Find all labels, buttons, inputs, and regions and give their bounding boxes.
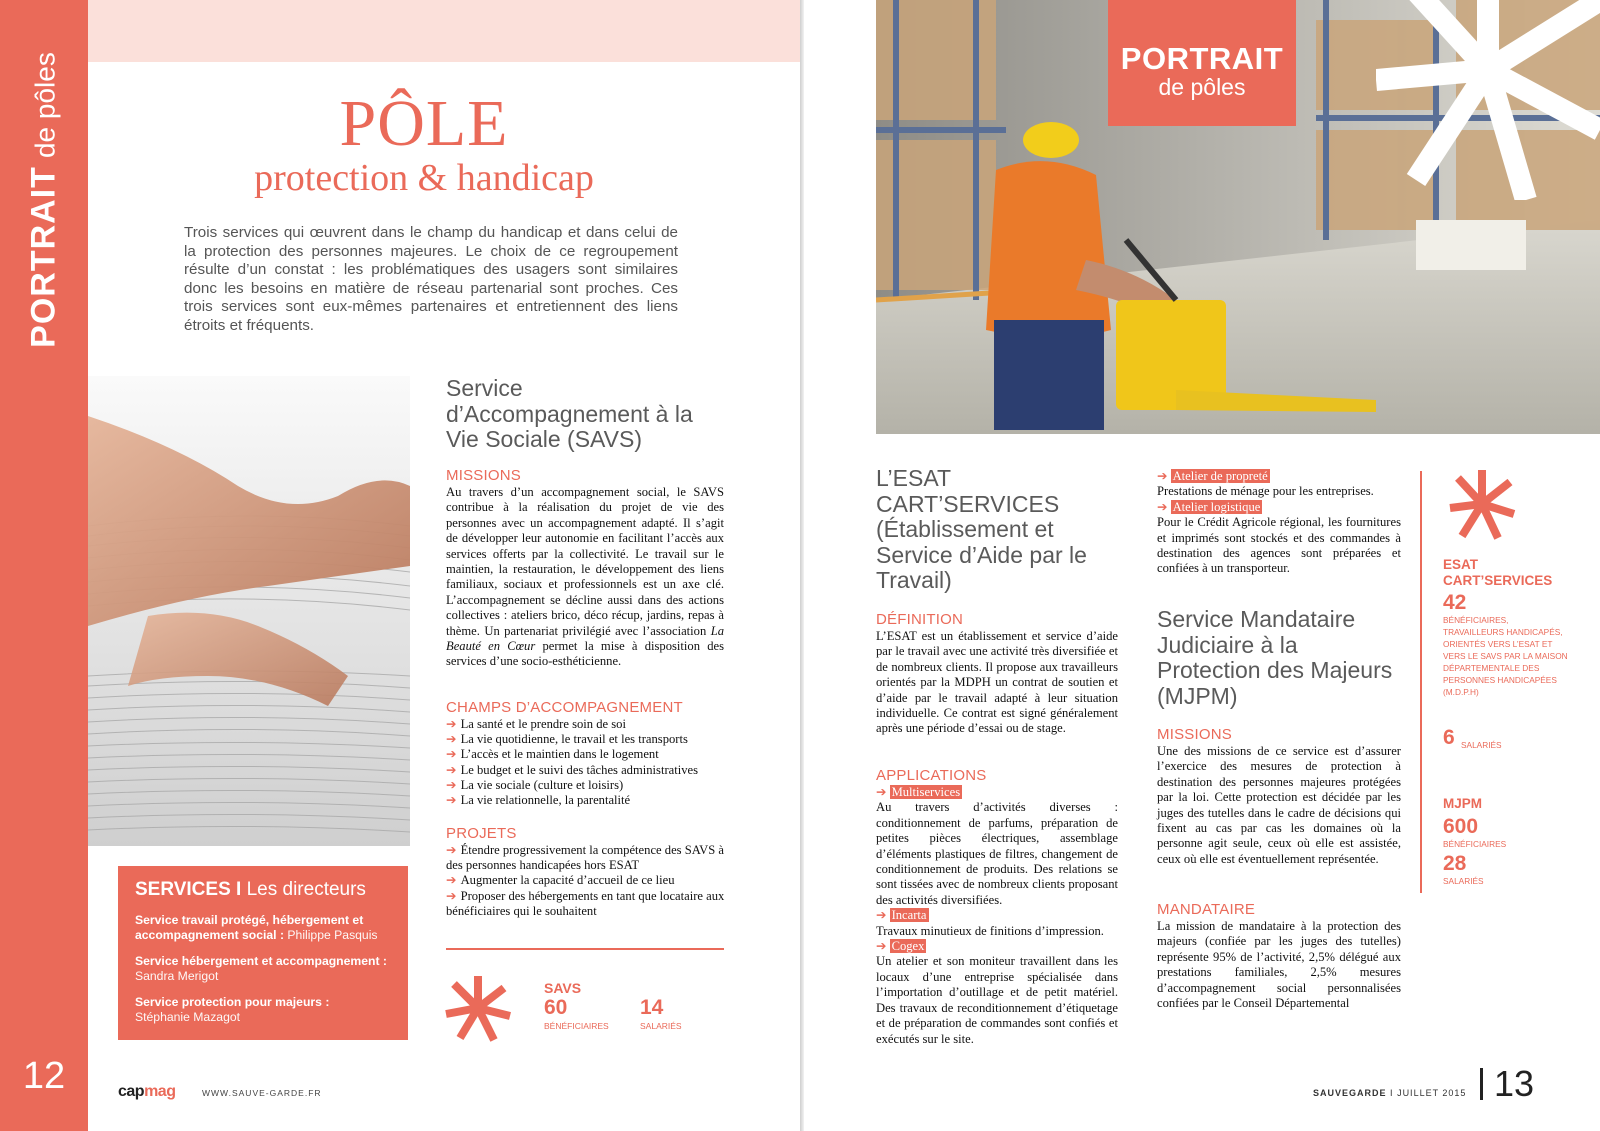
vertical-section-label xyxy=(0,0,88,348)
savs-missions-heading: MISSIONS xyxy=(446,467,521,484)
mjpm-stat-label: MJPM xyxy=(1443,796,1483,811)
esat-salaries-label: SALARIÉS xyxy=(1461,740,1502,750)
footer-separator: I xyxy=(1390,1088,1394,1098)
arrow-right-icon: ➔ xyxy=(446,732,457,747)
savs-missions-text xyxy=(446,485,724,670)
arrow-right-icon: ➔ xyxy=(876,908,887,923)
list-item-text: L’accès et le maintien dans le logement xyxy=(460,747,659,762)
vertical-de-poles-text: de pôles xyxy=(29,52,61,159)
list-item xyxy=(446,778,736,793)
director-item xyxy=(135,913,391,943)
savs-stat-label: SAVS xyxy=(544,980,582,996)
application-tag-line xyxy=(876,908,1118,923)
arrow-right-icon: ➔ xyxy=(1157,499,1168,514)
banner-line1: PORTRAIT xyxy=(1120,41,1284,76)
application-tag-line xyxy=(1157,500,1401,515)
savs-salaries-label: SALARIÉS xyxy=(640,1021,682,1031)
esat-beneficiaires-label: BÉNÉFICIAIRES, TRAVAILLEURS HANDICAPÉS, ORIENTÉS VERS L’ESAT ET VERS LE SAVS PAR LA MAISON DÉPARTEMENTALE DES PERSONNES HANDICAPÉES (M.D.P.H) xyxy=(1443,615,1568,697)
list-item xyxy=(446,732,736,747)
application-text: Pour le Crédit Agricole régional, les fournitures et imprimés sont stockés et des commandes à destination des agences sont préparées et confiées à un transporteur. xyxy=(1157,515,1401,576)
director-name: Stéphanie Mazagot xyxy=(135,1010,241,1024)
esat-stat-label: ESAT CART’SERVICES xyxy=(1443,557,1553,588)
arrow-right-icon: ➔ xyxy=(876,939,887,954)
esat-salaries-value: 6 xyxy=(1443,726,1455,749)
list-item xyxy=(446,763,736,778)
list-item-text: La santé et le prendre soin de soi xyxy=(460,717,626,731)
director-name: Sandra Merigot xyxy=(135,969,219,983)
footer-date: JUILLET 2015 xyxy=(1397,1088,1467,1098)
applications-list xyxy=(876,785,1118,1047)
application-tag: Incarta xyxy=(891,908,927,923)
list-item-text: La vie sociale (culture et loisirs) xyxy=(460,777,624,792)
section-divider xyxy=(446,948,724,950)
projets-heading: PROJETS xyxy=(446,825,517,842)
champs-heading: CHAMPS D’ACCOMPAGNEMENT xyxy=(446,699,683,716)
services-box-title xyxy=(135,879,391,901)
savs-missions-text-2: permet la mise à disposition des services d’une socio-esthéticienne. xyxy=(446,639,724,669)
arrow-right-icon: ➔ xyxy=(446,747,457,762)
arrow-right-icon: ➔ xyxy=(446,888,457,903)
projets-list xyxy=(446,843,736,919)
mjpm-beneficiaires-label: BÉNÉFICIAIRES xyxy=(1443,839,1507,849)
list-item xyxy=(446,747,736,762)
stats-divider xyxy=(1420,471,1422,893)
arrow-right-icon: ➔ xyxy=(1157,469,1168,483)
footer-brand: SAUVEGARDE xyxy=(1313,1088,1387,1098)
mjpm-missions-heading: MISSIONS xyxy=(1157,726,1232,743)
mjpm-salaries-value: 28 xyxy=(1443,852,1467,875)
esat-heading: L’ESAT CART’SERVICES (Établissement et Service d’Aide par le Travail) xyxy=(876,465,1087,593)
mandataire-heading: MANDATAIRE xyxy=(1157,901,1256,918)
savs-heading: Service d’Accompagnement à la Vie Sociale (SAVS) xyxy=(446,375,693,452)
vertical-portrait-text: PORTRAIT xyxy=(24,166,63,348)
paper-stack-photo xyxy=(88,376,410,846)
footer-divider xyxy=(1480,1068,1483,1100)
top-pink-strip xyxy=(88,0,800,62)
portrait-banner xyxy=(1108,0,1296,126)
arrow-right-icon: ➔ xyxy=(446,793,457,808)
list-item-text: Le budget et le suivi des tâches administratives xyxy=(460,762,699,777)
applications-heading: APPLICATIONS xyxy=(876,767,987,784)
arrow-right-icon: ➔ xyxy=(446,843,457,857)
asterisk-icon xyxy=(1376,0,1600,200)
banner-line2: de pôles xyxy=(1158,74,1246,100)
logo-cap-part: cap xyxy=(118,1083,145,1100)
savs-beneficiaires-value: 60 xyxy=(544,996,568,1019)
arrow-right-icon: ➔ xyxy=(446,777,457,792)
paper-stack-illustration xyxy=(88,376,410,846)
page-subtitle: protection & handicap xyxy=(254,157,594,199)
services-box-title-light: Les directeurs xyxy=(246,879,366,900)
application-tag: Cogex xyxy=(891,939,925,954)
mjpm-beneficiaires-value: 600 xyxy=(1443,815,1479,838)
arrow-right-icon: ➔ xyxy=(446,717,457,731)
services-box-title-bold: SERVICES I xyxy=(135,879,242,900)
savs-beneficiaires-label: BÉNÉFICIAIRES xyxy=(544,1021,609,1031)
savs-salaries-value: 14 xyxy=(640,996,664,1019)
asterisk-icon xyxy=(1448,468,1516,540)
list-item-text: Augmenter la capacité d’accueil de ce lieu xyxy=(460,873,675,888)
applications-list-continued xyxy=(1157,469,1401,577)
director-service-label: Service travail protégé, hébergement et accompagnement social : xyxy=(135,913,364,942)
list-item-text: La vie relationnelle, la parentalité xyxy=(460,793,631,808)
mjpm-heading: Service Mandataire Judiciaire à la Protection des Majeurs (MJPM) xyxy=(1157,606,1393,709)
application-text: Travaux minutieux de finitions d’impression. xyxy=(876,923,1104,938)
intro-paragraph: Trois services qui œuvrent dans le champ du handicap et dans celui de la protection des personnes majeures. Le choix de ce regroupement résulte d’un constat : les problématiques des usagers sont similaires donc les besoins en matière de réseau partenarial sont proches. Ces trois services sont eux-mêmes partenaires et entretiennent des liens étroits et fréquents. xyxy=(184,224,678,334)
application-tag: Multiservices xyxy=(891,785,961,799)
services-directors-box xyxy=(118,866,408,1040)
list-item xyxy=(446,717,736,732)
arrow-right-icon: ➔ xyxy=(446,762,457,777)
application-text: Un atelier et son moniteur travaillent dans les locaux d’une entreprise spécialisée dans l’importation d’outillage et de petit matériel. Des travaux de reconditionnement d’étiquetage et de préparation de commandes sont confiés et exécutés sur le site. xyxy=(876,954,1118,1046)
mjpm-salaries-label: SALARIÉS xyxy=(1443,876,1484,886)
director-service-label: Service hébergement et accompagnement : xyxy=(135,954,387,968)
logo-mag-part: mag xyxy=(144,1083,176,1100)
director-item xyxy=(135,995,391,1025)
capmag-logo xyxy=(118,1083,175,1101)
definition-heading: DÉFINITION xyxy=(876,611,963,628)
application-tag-line xyxy=(876,785,1118,800)
application-tag-line xyxy=(1157,469,1401,484)
application-tag: Atelier logistique xyxy=(1172,499,1261,514)
mjpm-missions-text: Une des missions de ce service est d’assurer l’exercice des mesures de protection à destination des personnes majeures protégées par la loi. Cette protection est décidée par les juges des tutelles dans le cadre de décisions qui fixent au cas par cas les domaines où la personne agit seule, ceux où elle est assistée, ceux où elle est éventuellement représentée. xyxy=(1157,744,1401,866)
website-url: WWW.SAUVE-GARDE.FR xyxy=(202,1088,322,1098)
list-item-text: La vie quotidienne, le travail et les transports xyxy=(460,732,688,747)
arrow-right-icon: ➔ xyxy=(876,785,887,799)
director-name: Philippe Pasquis xyxy=(287,928,378,942)
director-service-label: Service protection pour majeurs : xyxy=(135,995,330,1009)
application-tag: Atelier de propreté xyxy=(1172,469,1268,483)
list-item xyxy=(446,873,736,888)
page-number-left: 12 xyxy=(22,1055,66,1097)
definition-text: L’ESAT est un établissement et service d’aide par le travail avec une activité très diversifiée et de nombreux clients. Il propose aux travailleurs orientés par la MDPH un contrat de soutien et d’aide par le travail adapté à leur situation individuelle. Ce contrat est signé généralement après une période d’essai ou de stage. xyxy=(876,629,1118,736)
list-item-text: Étendre progressivement la compétence des SAVS à des personnes handicapées hors ESAT xyxy=(446,843,725,873)
page-number-right: 13 xyxy=(1494,1063,1535,1104)
director-item xyxy=(135,954,391,984)
savs-partner-name: La Beauté en Cœur xyxy=(446,623,724,654)
mandataire-text: La mission de mandataire à la protection des majeurs (confiée par les juges des tutelles) représente 95% de l’activité, 2,5% délégué aux prestations familiales, 2,5% mesures d’accompagnement social personnalisées confiées par le Conseil Départemental xyxy=(1157,919,1401,1011)
list-item xyxy=(446,843,736,873)
esat-beneficiaires-value: 42 xyxy=(1443,591,1467,614)
application-tag-line xyxy=(876,939,1118,954)
page-title: PÔLE xyxy=(339,87,509,160)
list-item xyxy=(446,889,736,919)
champs-list xyxy=(446,717,736,808)
application-text: Au travers d’activités diverses : conditionnement de parfums, préparation de petites pièces électriques, assemblage d’éléments plastiques de filtres, changement de conditionnement de produits. Des relations se sont tissées avec de nombreux clients proposant des activités diversifiées. xyxy=(876,800,1118,907)
list-item-text: Proposer des hébergements en tant que locataire aux bénéficiaires qui le souhaitent xyxy=(446,888,725,918)
list-item xyxy=(446,793,736,808)
application-text: Prestations de ménage pour les entreprises. xyxy=(1157,484,1374,499)
arrow-right-icon: ➔ xyxy=(446,873,457,888)
footer-publication xyxy=(1313,1088,1466,1098)
savs-missions-text-1: Au travers d’un accompagnement social, le SAVS contribue à la réalisation du projet de vie des personnes avec un accompagnement adapté. Il s’agit de développer leur autonomie en facilitant l’accès aux services offerts par la collectivité. Le travail sur le maintien, la restauration, le développement des liens familiaux, sociaux et professionnels est un axe clé. L’accompagnement se décline aussi dans des actions collectives : ateliers brico, déco récup, jardins, repas à thème. Un partenariat privilégié avec l’association xyxy=(446,485,724,638)
asterisk-icon xyxy=(444,974,512,1042)
